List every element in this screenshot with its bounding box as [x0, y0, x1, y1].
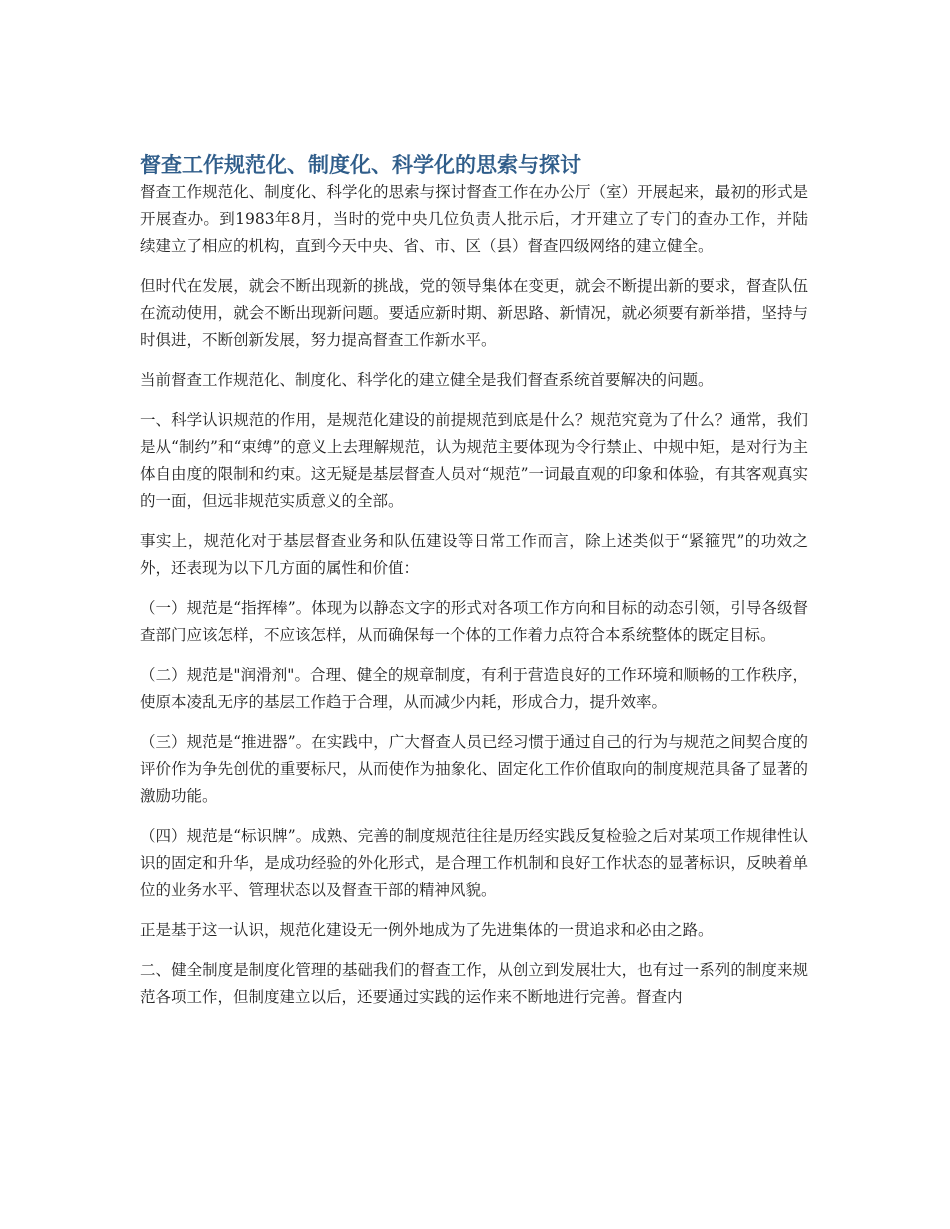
paragraph-item-one: （一）规范是“指挥棒”。体现为以静态文字的形式对各项工作方向和目标的动态引领，引导各级督查部门应该怎样，不应该怎样，从而确保每一个体的工作着力点符合本系统整体的既定目标。 — [140, 599, 808, 644]
paragraph-conclusion: 正是基于这一认识，规范化建设无一例外地成为了先进集体的一贯追求和必由之路。 — [140, 921, 714, 939]
paragraph-section-one: 一、科学认识规范的作用，是规范化建设的前提规范到底是什么？规范究竟为了什么？通常，我们是从“制约”和“束缚”的意义上去理解规范，认为规范主要体现为令行禁止、中规中矩，是对行为主体自由度的限制和约束。这无疑是基层督查人员对“规范”一词最直观的印象和体验，有其客观真实的一面，但远非规范实质意义的全部。 — [140, 411, 808, 510]
document-page — [140, 150, 808, 1024]
paragraph-attributes: 事实上，规范化对于基层督查业务和队伍建设等日常工作而言，除上述类似于“紧箍咒”的功效之外，还表现为以下几方面的属性和价值： — [140, 532, 808, 577]
paragraph-item-two: （二）规范是"润滑剂"。合理、健全的规章制度，有利于营造良好的工作环境和顺畅的工作秩序，使原本凌乱无序的基层工作趋于合理，从而减少内耗，形成合力，提升效率。 — [140, 666, 808, 711]
document-title: 督查工作规范化、制度化、科学化的思索与探讨 — [140, 153, 581, 177]
paragraph-item-four: （四）规范是“标识牌”。成熟、完善的制度规范往往是历经实践反复检验之后对某项工作规律性认识的固定和升华，是成功经验的外化形式，是合理工作机制和良好工作状态的显著标识，反映着单位的业务水平、管理状态以及督查干部的精神风貌。 — [140, 827, 808, 899]
paragraph-priority: 当前督查工作规范化、制度化、科学化的建立健全是我们督查系统首要解决的问题。 — [140, 371, 714, 389]
paragraph-item-three: （三）规范是“推进器”。在实践中，广大督查人员已经习惯于通过自己的行为与规范之间契合度的评价作为争先创优的重要标尺，从而使作为抽象化、固定化工作价值取向的制度规范具备了显著的激励功能。 — [140, 733, 808, 805]
paragraph-section-two: 二、健全制度是制度化管理的基础我们的督查工作，从创立到发展壮大，也有过一系列的制度来规范各项工作，但制度建立以后，还要通过实践的运作来不断地进行完善。督查内 — [140, 961, 808, 1006]
paragraph-intro: 督查工作规范化、制度化、科学化的思索与探讨督查工作在办公厅（室）开展起来，最初的形式是开展查办。到1983年8月，当时的党中央几位负责人批示后，才开建立了专门的查办工作，并陆续建立了相应的机构，直到今天中央、省、市、区（县）督查四级网络的建立健全。 — [140, 183, 808, 255]
document-body — [140, 179, 808, 1011]
paragraph-challenges: 但时代在发展，就会不断出现新的挑战，党的领导集体在变更，就会不断提出新的要求，督查队伍在流动使用，就会不断出现新问题。要适应新时期、新思路、新情况，就必须要有新举措，坚持与时俱进，不断创新发展，努力提高督查工作新水平。 — [140, 277, 808, 349]
